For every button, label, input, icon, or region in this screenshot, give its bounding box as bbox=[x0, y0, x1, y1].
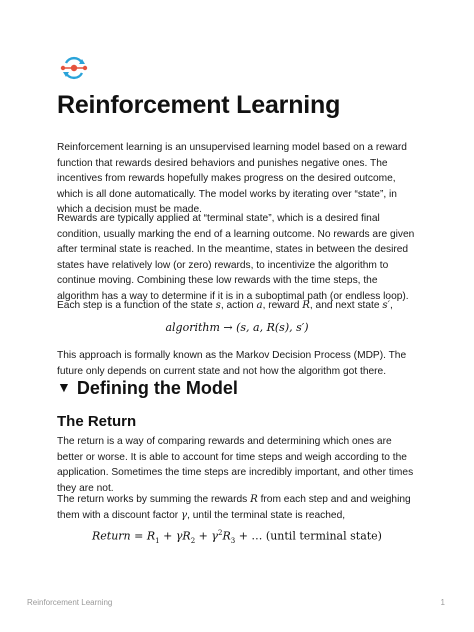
subsection-heading: The Return bbox=[57, 413, 137, 430]
step-text-1: Each step is a function of the state bbox=[57, 300, 216, 311]
equation-lhs: algorithm bbox=[165, 321, 220, 334]
step-text-4: , and next state bbox=[309, 300, 383, 311]
mdp-paragraph: This approach is formally known as the Markov Decision Process (MDP). The future only depends on current state and not how the algorithm got there. bbox=[57, 350, 407, 377]
step-sentence bbox=[57, 298, 419, 314]
reward-symbol-2: R bbox=[250, 494, 258, 505]
sum-text-3: , until the terminal state is reached, bbox=[187, 509, 346, 521]
algorithm-equation bbox=[0, 321, 474, 334]
equation-rhs: (s, a, R(s), s′) bbox=[236, 321, 309, 334]
return-terminal-text: (until terminal state) bbox=[265, 529, 382, 543]
equation-arrow: → bbox=[219, 321, 237, 334]
section-heading bbox=[57, 378, 238, 399]
next-state-symbol: s′ bbox=[382, 300, 390, 311]
toggle-triangle-icon[interactable]: ▼ bbox=[57, 379, 71, 395]
return-equation: Return = $R_1 + \gamma R_2 + \gamma^2R_3$ + … (until terminal state) bbox=[92, 529, 382, 545]
footer-title: Reinforcement Learning bbox=[27, 598, 113, 607]
reward-symbol: R bbox=[302, 300, 310, 311]
rewards-paragraph: Rewards are typically applied at “terminal state”, which is a desired final condition, usually marking the end of a learning outcome. No rewards are given after terminal state is reached. In the meantime, states in between the desired states have relatively low (or zero) rewards, to incentivize the algorithm to continue moving. Combining these low rewards with the time steps, the algorithm has a way to determine if it is in a suboptimal path (or endless loop). bbox=[57, 213, 415, 302]
gamma-symbol: γ bbox=[181, 509, 188, 521]
intro-paragraph: Reinforcement learning is an unsupervised learning model based on a reward function that rewards desired behaviors and punishes negative ones. The incentives from rewards hopefully makes progress on the desired outcome, which is all done automatically. The model works by iterating over “state”, in which a decision must be made. bbox=[57, 142, 407, 215]
action-symbol: a bbox=[256, 300, 263, 311]
sum-text-2: from each step and and weighing them with a discount factor bbox=[57, 494, 411, 521]
step-text-5: , bbox=[389, 300, 393, 311]
return-lhs: Return bbox=[92, 529, 131, 543]
state-symbol: s bbox=[215, 300, 221, 311]
reinforcement-cycle-icon bbox=[57, 55, 91, 81]
step-text-2: , action bbox=[220, 300, 257, 311]
document-title: Reinforcement Learning bbox=[57, 91, 341, 119]
page-number: 1 bbox=[440, 598, 445, 607]
return-sum-sentence bbox=[57, 492, 419, 523]
section-heading-text: Defining the Model bbox=[76, 378, 238, 398]
return-paragraph: The return is a way of comparing rewards and determining which ones are better or worse. It is able to account for time steps and weigh according to the application. Sometimes the time steps are incredibly important, and other times they are not. bbox=[57, 436, 414, 494]
sum-text-1: The return works by summing the rewards bbox=[57, 494, 251, 505]
step-text-3: , reward bbox=[262, 300, 303, 311]
